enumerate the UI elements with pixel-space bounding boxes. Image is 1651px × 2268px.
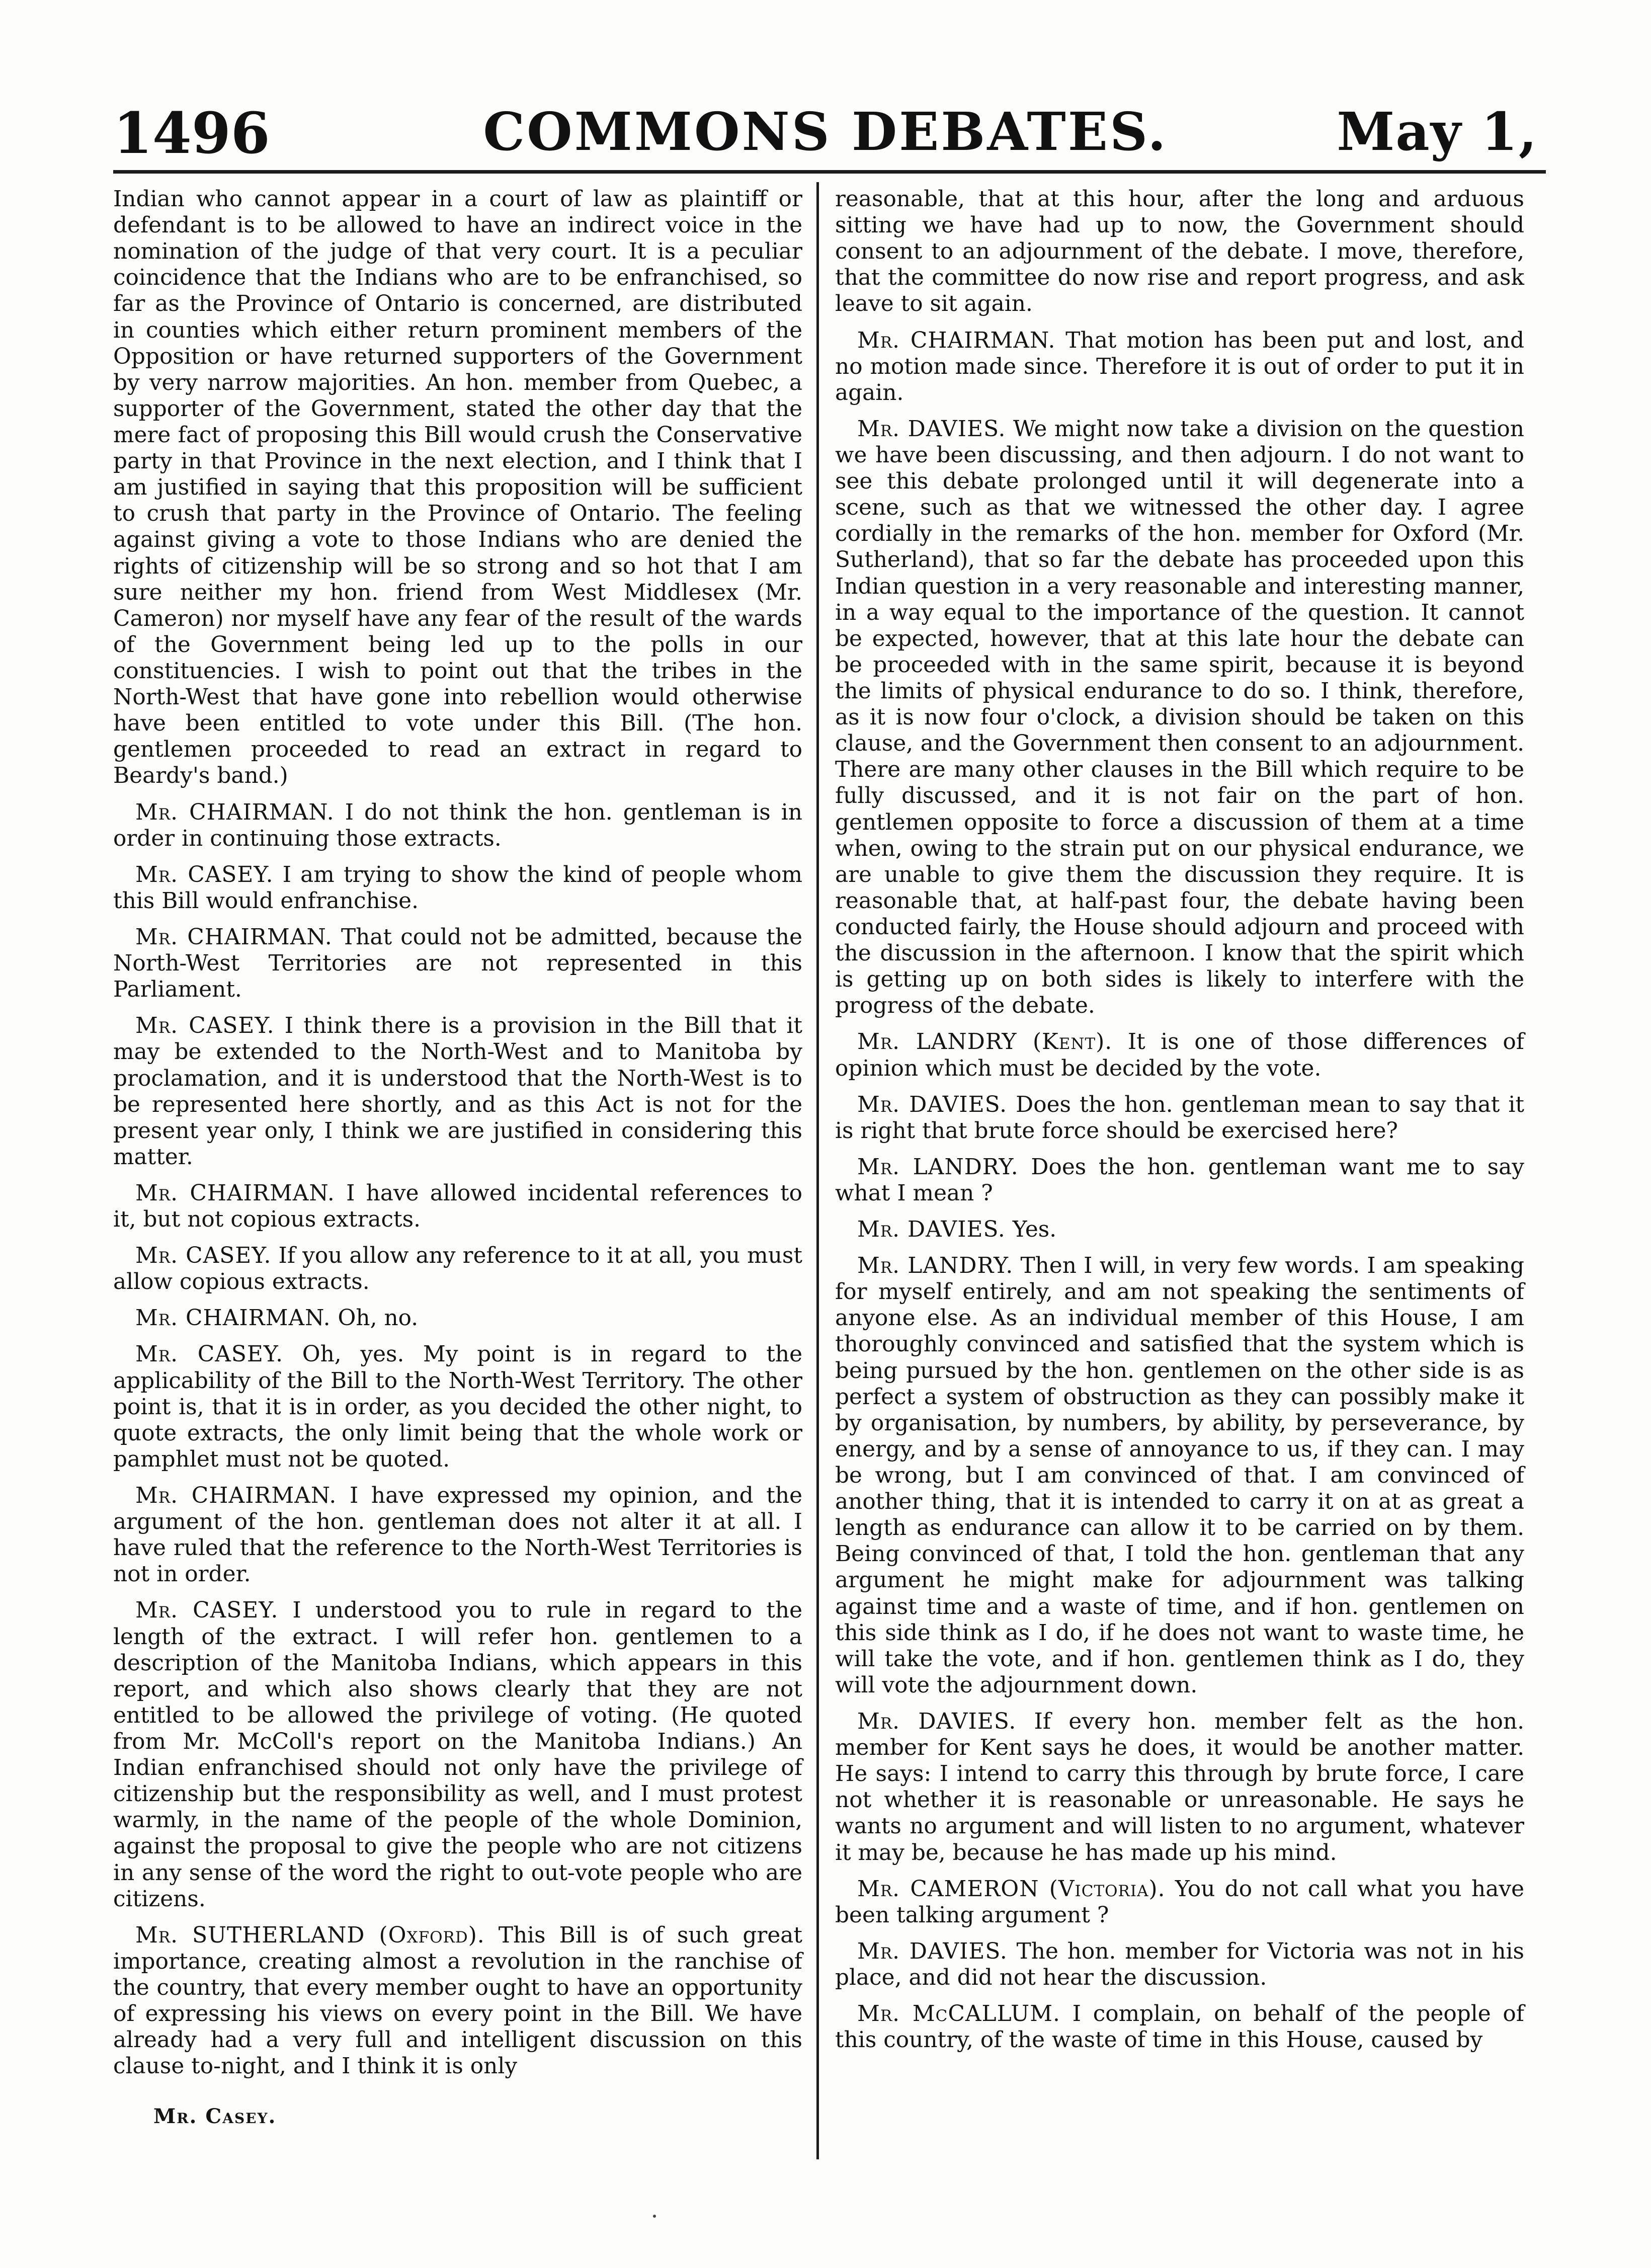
speaker-name: Mr. LANDRY (Kent). <box>857 1029 1113 1055</box>
paragraph <box>835 2001 1524 2053</box>
speaker-name: Mr. LANDRY. <box>857 1253 1014 1279</box>
speech-text: Indian who cannot appear in a court of law as plaintiff or defendant is to be allowed to have an indirect voice in the nomination of the judge of that very court. It is a peculiar coincidence that the Indians who are to be enfranchised, so far as the Province of Ontario is concerned, are distributed in counties which either return prominent members of the Opposition or have returned supporters of the Government by very narrow majorities. An hon. member from Quebec, a supporter of the Government, stated the other day that the mere fact of proposing this Bill would crush the Conservative party in that Province in the next election, and I think that I am justified in saying that this proposition will be sufficient to crush that party in the Province of Ontario. The feeling against giving a vote to those Indians who are denied the rights of citizenship will be so strong and so hot that I am sure neither my hon. friend from West Middlesex (Mr. Cameron) nor myself have any fear of the result of the wards of the Government being led up to the polls in our constituencies. I wish to point out that the tribes in the North-West that have gone into rebellion would otherwise have been entitled to vote under this Bill. (The hon. gentlemen proceeded to read an extract in regard to Beardy's band.) <box>113 186 802 789</box>
paragraph <box>835 1217 1524 1243</box>
paragraph <box>835 328 1524 406</box>
speech-text: We might now take a division on the question we have been discussing, and then adjourn. I do not want to see this debate prolonged until it will degenerate into a scene, such as that we witnessed the other day. I agree cordially in the remarks of the hon. member for Oxford (Mr. Sutherland), that so far the debate has proceeded upon this Indian question in a very reasonable and interesting manner, in a way equal to the importance of the question. It cannot be expected, however, that at this late hour the debate can be proceeded with in the same spirit, because it is beyond the limits of physical endurance to do so. I think, therefore, as it is now four o'clock, a division should be taken on this clause, and the Government then consent to an adjournment. There are many other clauses in the Bill which require to be fully discussed, and it is not fair on the part of hon. gentlemen opposite to force a discussion of them at a time when, owing to the strain put on our physical endurance, we are unable to give them the discussion they require. It is reasonable that, at half-past four, the debate having been conducted fairly, the House should adjourn and proceed with the discussion in the afternoon. I know that the spirit which is getting up on both sides is likely to interfere with the progress of the debate. <box>835 416 1524 1019</box>
speech-text: Oh, no. <box>338 1305 419 1331</box>
page-title: COMMONS DEBATES. <box>483 101 1168 163</box>
paragraph <box>835 416 1524 1019</box>
header-date: May 1, <box>1337 101 1538 163</box>
speech-text: reasonable, that at this hour, after the long and arduous sitting we have had up to now, the Government should consent to an adjournment of the debate. I move, therefore, that the committee do now rise and report progress, and ask leave to sit again. <box>835 186 1524 317</box>
speaker-name: Mr. CHAIRMAN. <box>135 1483 337 1509</box>
speaker-name: Mr. DAVIES. <box>857 1709 1017 1735</box>
paragraph <box>113 1483 802 1587</box>
speaker-name: Mr. CASEY. <box>135 861 274 887</box>
paragraph <box>113 799 802 852</box>
speech-text: I complain, on behalf of the people of this country, of the waste of time in this House, caused by <box>835 2001 1525 2053</box>
speaker-name: Mr. CASEY. <box>135 1597 279 1624</box>
speaker-name: Mr. McCALLUM. <box>857 2001 1060 2027</box>
speech-text: Yes. <box>1012 1217 1057 1243</box>
paragraph <box>113 1180 802 1233</box>
speech-text: I have expressed my opinion, and the argument of the hon. gentleman does not alter it at all. I have ruled that the reference to the North-West Territories is not in order. <box>113 1483 803 1587</box>
paragraph <box>113 1305 802 1331</box>
page-number: 1496 <box>113 101 270 167</box>
speaker-name: Mr. SUTHERLAND (Oxford). <box>135 1922 485 1948</box>
speaker-name: Mr. CASEY. <box>135 1013 275 1039</box>
paragraph <box>113 1341 802 1473</box>
speech-text: Then I will, in very few words. I am speaking for myself entirely, and am not speaking the sentiments of anyone else. As an individual member of this House, I am thoroughly convinced and satisfied that the system which is being pursued by the hon. gentlemen on the other side is as perfect a system of obstruction as they can possibly make it by organisation, by numbers, by ability, by perseverance, by energy, and by a sense of annoyance to us, if they can. I may be wrong, but I am convinced of that. I am convinced of another thing, that it is intended to carry it on at as great a length as endurance can allow it to be carried on by them. Being convinced of that, I told the hon. gentleman that any argument he might make for adjournment was talking against time and a waste of time, and if hon. gentlemen on this side think as I do, if he does not want to waste time, he will take the vote, and if hon. gentlemen think as I do, they will vote the adjournment down. <box>835 1253 1525 1698</box>
speech-text: You do not call what you have been talking argument ? <box>835 1876 1524 1928</box>
paragraph <box>835 1029 1524 1081</box>
speech-text: If every hon. member felt as the hon. member for Kent says he does, it would be another matter. He says: I intend to carry this through by brute force, I care not whether it is reasonable or unreasonable. He says he wants no argument and will listen to no argument, whatever it may be, because he has made up his mind. <box>835 1709 1524 1866</box>
paragraph <box>113 186 802 789</box>
speaker-name: Mr. DAVIES. <box>857 1091 1008 1117</box>
speaker-name: Mr. CASEY. <box>135 1341 284 1367</box>
paragraph <box>113 1013 802 1170</box>
speech-text: I understood you to rule in regard to the length of the extract. I will refer hon. gentlemen to a description of the Manitoba Indians, which appears in this report, and which also shows clearly that they are not entitled to be allowed the privilege of voting. (He quoted from Mr. McColl's report on the Manitoba Indians.) An Indian enfranchised should not only have the privilege of citizenship but the responsibility as well, and I must protest warmly, in the name of the people of the whole Dominion, against the proposal to give the people who are not citizens in any sense of the word the right to out-vote people who are citizens. <box>113 1597 802 1912</box>
right-column <box>835 186 1524 2063</box>
column-divider <box>816 182 819 2159</box>
paragraph <box>835 1876 1524 1928</box>
paragraph <box>835 1709 1524 1866</box>
paper-speck <box>653 2215 656 2218</box>
speaker-name: Mr. CHAIRMAN. <box>135 1180 335 1206</box>
header-rule <box>113 170 1546 174</box>
speech-text: I do not think the hon. gentleman is in order in continuing those extracts. <box>113 799 803 851</box>
paragraph <box>835 1092 1524 1144</box>
speech-text: Does the hon. gentleman mean to say that it is right that brute force should be exercised here? <box>835 1091 1525 1144</box>
running-foot: Mr. Casey. <box>153 2104 277 2128</box>
speaker-name: Mr. CAMERON (Victoria). <box>857 1876 1166 1902</box>
speaker-name: Mr. CHAIRMAN. <box>135 799 335 825</box>
paragraph <box>835 1154 1524 1206</box>
speech-text: Does the hon. gentleman want me to say what I mean ? <box>835 1154 1525 1206</box>
speech-text: I have allowed incidental references to it, but not copious extracts. <box>113 1180 802 1233</box>
paragraph <box>835 186 1524 317</box>
paragraph <box>113 924 802 1003</box>
speech-text: If you allow any reference to it at all, you must allow copious extracts. <box>113 1243 802 1295</box>
paragraph <box>835 1938 1524 1991</box>
speaker-name: Mr. CASEY. <box>135 1243 272 1269</box>
speech-text: I am trying to show the kind of people whom this Bill would enfranchise. <box>113 861 802 914</box>
speech-text: That could not be admitted, because the North-West Territories are not represented in this Parliament. <box>113 924 803 1003</box>
speaker-name: Mr. DAVIES. <box>857 1217 1006 1243</box>
speech-text: It is one of those differences of opinion which must be decided by the vote. <box>835 1029 1524 1081</box>
speaker-name: Mr. DAVIES. <box>857 416 1006 442</box>
paragraph <box>113 1597 802 1912</box>
left-column <box>113 186 802 2089</box>
paragraph <box>835 1253 1524 1698</box>
paragraph <box>113 862 802 914</box>
speech-text: This Bill is of such great importance, creating almost a revolution in the ranchise of the country, that every member ought to have an opportunity of expressing his views on every point in the Bill. We have already had a very full and intelligent discussion on this clause to-night, and I think it is only <box>113 1922 802 2079</box>
speech-text: That motion has been put and lost, and no motion made since. Therefore it is out of order to put it in again. <box>835 327 1525 406</box>
speaker-name: Mr. CHAIRMAN. <box>135 924 333 950</box>
speaker-name: Mr. DAVIES. <box>857 1938 1008 1964</box>
speech-text: The hon. member for Victoria was not in his place, and did not hear the discussion. <box>835 1938 1525 1990</box>
speaker-name: Mr. CHAIRMAN. <box>857 327 1056 353</box>
speaker-name: Mr. CHAIRMAN. <box>135 1305 331 1331</box>
paragraph <box>113 1243 802 1295</box>
paragraph <box>113 1922 802 2080</box>
speech-text: Oh, yes. My point is in regard to the applicability of the Bill to the North-West Territory. The other point is, that it is in order, as you decided the other night, to quote extracts, the only limit being that the whole work or pamphlet must not be quoted. <box>113 1341 803 1472</box>
speaker-name: Mr. LANDRY. <box>857 1154 1019 1180</box>
speech-text: I think there is a provision in the Bill that it may be extended to the North-West and to Manitoba by proclamation, and it is understood that the North-West is to be represented here shortly, and as this Act is not for the present year only, I think we are justified in considering this matter. <box>113 1013 802 1170</box>
